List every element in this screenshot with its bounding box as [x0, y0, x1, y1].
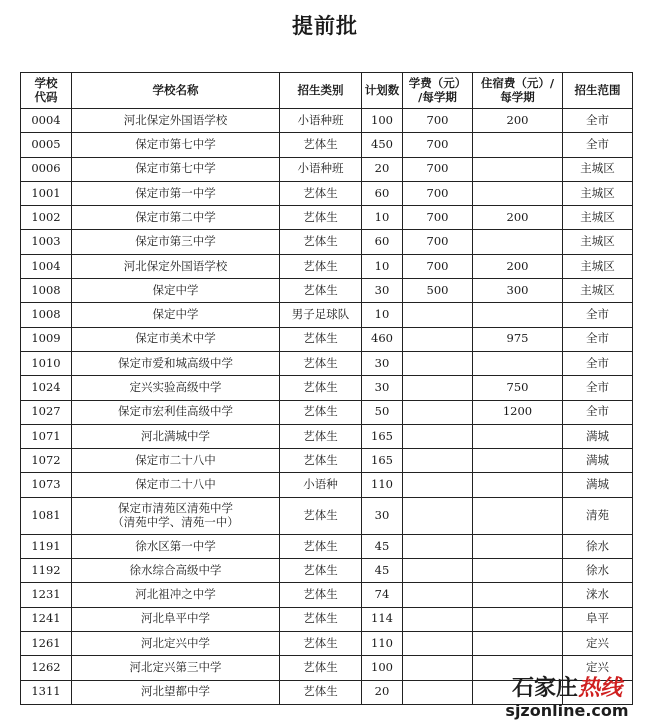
- cell-enroll-category: 艺体生: [280, 583, 362, 607]
- cell-school-name: 徐水综合高级中学: [72, 559, 280, 583]
- table-header: [21, 73, 633, 109]
- cell-tuition: [403, 400, 473, 424]
- table-row: [21, 534, 633, 558]
- cell-tuition: 500: [403, 279, 473, 303]
- cell-school-name: 河北保定外国语学校: [72, 254, 280, 278]
- cell-school-name: 保定市二十八中: [72, 473, 280, 497]
- cell-plan-count: 45: [362, 559, 403, 583]
- cell-enroll-category: 艺体生: [280, 497, 362, 534]
- table-row: [21, 206, 633, 230]
- cell-school-code: 1261: [21, 631, 72, 655]
- cell-school-code: 1191: [21, 534, 72, 558]
- cell-school-code: 1024: [21, 376, 72, 400]
- table-row: [21, 376, 633, 400]
- cell-tuition: [403, 631, 473, 655]
- cell-enroll-category: 艺体生: [280, 181, 362, 205]
- cell-enroll-category: 艺体生: [280, 327, 362, 351]
- table-row: [21, 181, 633, 205]
- cell-school-name: 徐水区第一中学: [72, 534, 280, 558]
- cell-plan-count: 10: [362, 206, 403, 230]
- cell-dorm-fee: [473, 133, 563, 157]
- cell-plan-count: 10: [362, 303, 403, 327]
- cell-enroll-category: 艺体生: [280, 376, 362, 400]
- cell-plan-count: 45: [362, 534, 403, 558]
- cell-enroll-scope: 全市: [563, 303, 633, 327]
- cell-enroll-category: 艺体生: [280, 559, 362, 583]
- watermark-brand-right: 热线: [578, 676, 623, 701]
- cell-plan-count: 100: [362, 109, 403, 133]
- table-row: [21, 351, 633, 375]
- cell-enroll-category: 艺体生: [280, 279, 362, 303]
- cell-school-name: 河北望都中学: [72, 680, 280, 704]
- cell-enroll-scope: 定兴: [563, 631, 633, 655]
- cell-enroll-category: 艺体生: [280, 631, 362, 655]
- cell-plan-count: 110: [362, 631, 403, 655]
- cell-dorm-fee: [473, 181, 563, 205]
- cell-enroll-scope: 清苑: [563, 497, 633, 534]
- cell-enroll-category: 艺体生: [280, 400, 362, 424]
- cell-dorm-fee: [473, 497, 563, 534]
- cell-tuition: [403, 449, 473, 473]
- cell-dorm-fee: [473, 607, 563, 631]
- cell-plan-count: 100: [362, 656, 403, 680]
- cell-enroll-scope: 全市: [563, 376, 633, 400]
- cell-school-name: 保定市第七中学: [72, 133, 280, 157]
- cell-school-code: 1003: [21, 230, 72, 254]
- cell-school-name: 保定市第二中学: [72, 206, 280, 230]
- cell-enroll-scope: 主城区: [563, 157, 633, 181]
- cell-school-code: 1027: [21, 400, 72, 424]
- table-row: [21, 157, 633, 181]
- cell-tuition: [403, 351, 473, 375]
- cell-enroll-category: 男子足球队: [280, 303, 362, 327]
- cell-enroll-category: 艺体生: [280, 351, 362, 375]
- cell-enroll-scope: 主城区: [563, 206, 633, 230]
- cell-plan-count: 60: [362, 230, 403, 254]
- cell-tuition: [403, 424, 473, 448]
- cell-dorm-fee: 200: [473, 206, 563, 230]
- cell-plan-count: 20: [362, 157, 403, 181]
- cell-enroll-scope: 全市: [563, 327, 633, 351]
- cell-enroll-category: 艺体生: [280, 534, 362, 558]
- cell-tuition: 700: [403, 109, 473, 133]
- cell-plan-count: 165: [362, 424, 403, 448]
- cell-plan-count: 20: [362, 680, 403, 704]
- cell-enroll-scope: 主城区: [563, 254, 633, 278]
- cell-school-code: 1072: [21, 449, 72, 473]
- cell-enroll-scope: 主城区: [563, 279, 633, 303]
- cell-tuition: 700: [403, 157, 473, 181]
- cell-school-code: 1073: [21, 473, 72, 497]
- cell-enroll-scope: 定兴: [563, 656, 633, 680]
- cell-enroll-scope: 徐水: [563, 559, 633, 583]
- cell-enroll-scope: 全市: [563, 351, 633, 375]
- cell-enroll-category: 艺体生: [280, 680, 362, 704]
- cell-dorm-fee: [473, 583, 563, 607]
- cell-dorm-fee: 975: [473, 327, 563, 351]
- cell-enroll-category: 艺体生: [280, 206, 362, 230]
- cell-school-code: 1071: [21, 424, 72, 448]
- cell-dorm-fee: [473, 534, 563, 558]
- cell-dorm-fee: [473, 424, 563, 448]
- watermark-brand-left: 石家庄: [511, 676, 578, 701]
- cell-school-code: 0005: [21, 133, 72, 157]
- cell-tuition: [403, 607, 473, 631]
- cell-enroll-scope: 满城: [563, 424, 633, 448]
- cell-tuition: [403, 534, 473, 558]
- cell-dorm-fee: [473, 449, 563, 473]
- table-row: [21, 109, 633, 133]
- cell-enroll-category: 艺体生: [280, 254, 362, 278]
- cell-enroll-category: 艺体生: [280, 424, 362, 448]
- cell-school-code: 1262: [21, 656, 72, 680]
- cell-tuition: [403, 656, 473, 680]
- cell-school-name: 保定市美术中学: [72, 327, 280, 351]
- watermark-url: sjzonline.com: [505, 701, 629, 720]
- table-row: [21, 254, 633, 278]
- cell-school-code: 1231: [21, 583, 72, 607]
- cell-enroll-category: 艺体生: [280, 607, 362, 631]
- cell-school-code: 1241: [21, 607, 72, 631]
- cell-dorm-fee: [473, 473, 563, 497]
- cell-tuition: [403, 327, 473, 351]
- cell-enroll-scope: 全市: [563, 109, 633, 133]
- cell-dorm-fee: [473, 157, 563, 181]
- cell-plan-count: 60: [362, 181, 403, 205]
- cell-dorm-fee: [473, 631, 563, 655]
- cell-enroll-scope: 满城: [563, 449, 633, 473]
- page-title: 提前批: [292, 13, 358, 38]
- cell-plan-count: 30: [362, 279, 403, 303]
- header-school-name: 学校名称: [72, 73, 280, 109]
- cell-enroll-category: 艺体生: [280, 133, 362, 157]
- cell-tuition: 700: [403, 206, 473, 230]
- cell-enroll-category: 小语种: [280, 473, 362, 497]
- header-tuition: 学费（元） /每学期: [403, 73, 473, 109]
- cell-school-name: 保定市第三中学: [72, 230, 280, 254]
- table-body: [21, 109, 633, 705]
- cell-tuition: 700: [403, 230, 473, 254]
- cell-school-code: 1008: [21, 279, 72, 303]
- header-dorm-fee: 住宿费（元）/ 每学期: [473, 73, 563, 109]
- header-enroll-category: 招生类别: [280, 73, 362, 109]
- cell-enroll-scope: 全市: [563, 133, 633, 157]
- cell-tuition: [403, 303, 473, 327]
- cell-enroll-category: 艺体生: [280, 449, 362, 473]
- cell-school-name: 保定中学: [72, 303, 280, 327]
- cell-tuition: 700: [403, 133, 473, 157]
- cell-enroll-category: 小语种班: [280, 109, 362, 133]
- table-row: [21, 559, 633, 583]
- cell-school-code: 1311: [21, 680, 72, 704]
- cell-enroll-scope: 全市: [563, 400, 633, 424]
- header-row: [21, 73, 633, 109]
- cell-dorm-fee: 300: [473, 279, 563, 303]
- table-row: [21, 607, 633, 631]
- table-row: [21, 303, 633, 327]
- cell-school-name: 河北保定外国语学校: [72, 109, 280, 133]
- cell-tuition: 700: [403, 181, 473, 205]
- cell-enroll-scope: 主城区: [563, 181, 633, 205]
- cell-plan-count: 50: [362, 400, 403, 424]
- site-watermark-logo: [492, 676, 642, 724]
- cell-plan-count: 460: [362, 327, 403, 351]
- cell-tuition: [403, 680, 473, 704]
- cell-school-name: 河北定兴第三中学: [72, 656, 280, 680]
- table-row: [21, 133, 633, 157]
- cell-enroll-scope: 涞水: [563, 583, 633, 607]
- cell-plan-count: 30: [362, 351, 403, 375]
- cell-tuition: [403, 559, 473, 583]
- cell-dorm-fee: 200: [473, 254, 563, 278]
- cell-plan-count: 165: [362, 449, 403, 473]
- cell-dorm-fee: [473, 230, 563, 254]
- table-row: [21, 631, 633, 655]
- cell-school-name: 保定市爱和城高级中学: [72, 351, 280, 375]
- table-row: [21, 424, 633, 448]
- cell-school-code: 0004: [21, 109, 72, 133]
- cell-school-code: 1010: [21, 351, 72, 375]
- cell-enroll-category: 艺体生: [280, 230, 362, 254]
- cell-school-name: 保定市第七中学: [72, 157, 280, 181]
- cell-plan-count: 30: [362, 376, 403, 400]
- enrollment-table: [20, 72, 633, 705]
- cell-plan-count: 110: [362, 473, 403, 497]
- cell-enroll-category: 小语种班: [280, 157, 362, 181]
- cell-tuition: [403, 497, 473, 534]
- table-row: [21, 279, 633, 303]
- cell-school-name: 河北阜平中学: [72, 607, 280, 631]
- table-row: [21, 327, 633, 351]
- cell-school-name: 保定市宏利佳高级中学: [72, 400, 280, 424]
- cell-enroll-category: 艺体生: [280, 656, 362, 680]
- cell-enroll-scope: 阜平: [563, 607, 633, 631]
- watermark-brand: [492, 676, 642, 702]
- cell-tuition: [403, 583, 473, 607]
- cell-tuition: [403, 376, 473, 400]
- cell-school-code: 1004: [21, 254, 72, 278]
- cell-dorm-fee: 200: [473, 109, 563, 133]
- cell-dorm-fee: [473, 351, 563, 375]
- cell-school-name: 河北祖冲之中学: [72, 583, 280, 607]
- table-row: [21, 583, 633, 607]
- cell-school-code: 1081: [21, 497, 72, 534]
- cell-plan-count: 30: [362, 497, 403, 534]
- cell-school-name: 定兴实验高级中学: [72, 376, 280, 400]
- table-row: [21, 497, 633, 534]
- cell-dorm-fee: [473, 303, 563, 327]
- cell-tuition: 700: [403, 254, 473, 278]
- cell-school-code: 0006: [21, 157, 72, 181]
- cell-school-code: 1008: [21, 303, 72, 327]
- header-school-code: 学校 代码: [21, 73, 72, 109]
- cell-enroll-scope: 主城区: [563, 230, 633, 254]
- cell-school-code: 1002: [21, 206, 72, 230]
- cell-school-name: 保定市二十八中: [72, 449, 280, 473]
- cell-plan-count: 10: [362, 254, 403, 278]
- table-row: [21, 473, 633, 497]
- cell-enroll-scope: 满城: [563, 473, 633, 497]
- cell-dorm-fee: 750: [473, 376, 563, 400]
- cell-dorm-fee: [473, 559, 563, 583]
- cell-plan-count: 74: [362, 583, 403, 607]
- cell-school-name: 河北满城中学: [72, 424, 280, 448]
- cell-school-name: 保定市清苑区清苑中学 （清苑中学、清苑一中）: [72, 497, 280, 534]
- cell-school-code: 1009: [21, 327, 72, 351]
- cell-tuition: [403, 473, 473, 497]
- header-plan-count: 计划数: [362, 73, 403, 109]
- cell-school-name: 河北定兴中学: [72, 631, 280, 655]
- cell-plan-count: 114: [362, 607, 403, 631]
- cell-school-code: 1001: [21, 181, 72, 205]
- cell-school-name: 保定市第一中学: [72, 181, 280, 205]
- cell-enroll-scope: 徐水: [563, 534, 633, 558]
- cell-dorm-fee: 1200: [473, 400, 563, 424]
- table-row: [21, 230, 633, 254]
- cell-school-name: 保定中学: [72, 279, 280, 303]
- table-row: [21, 449, 633, 473]
- cell-plan-count: 450: [362, 133, 403, 157]
- cell-school-code: 1192: [21, 559, 72, 583]
- header-enroll-scope: 招生范围: [563, 73, 633, 109]
- table-row: [21, 400, 633, 424]
